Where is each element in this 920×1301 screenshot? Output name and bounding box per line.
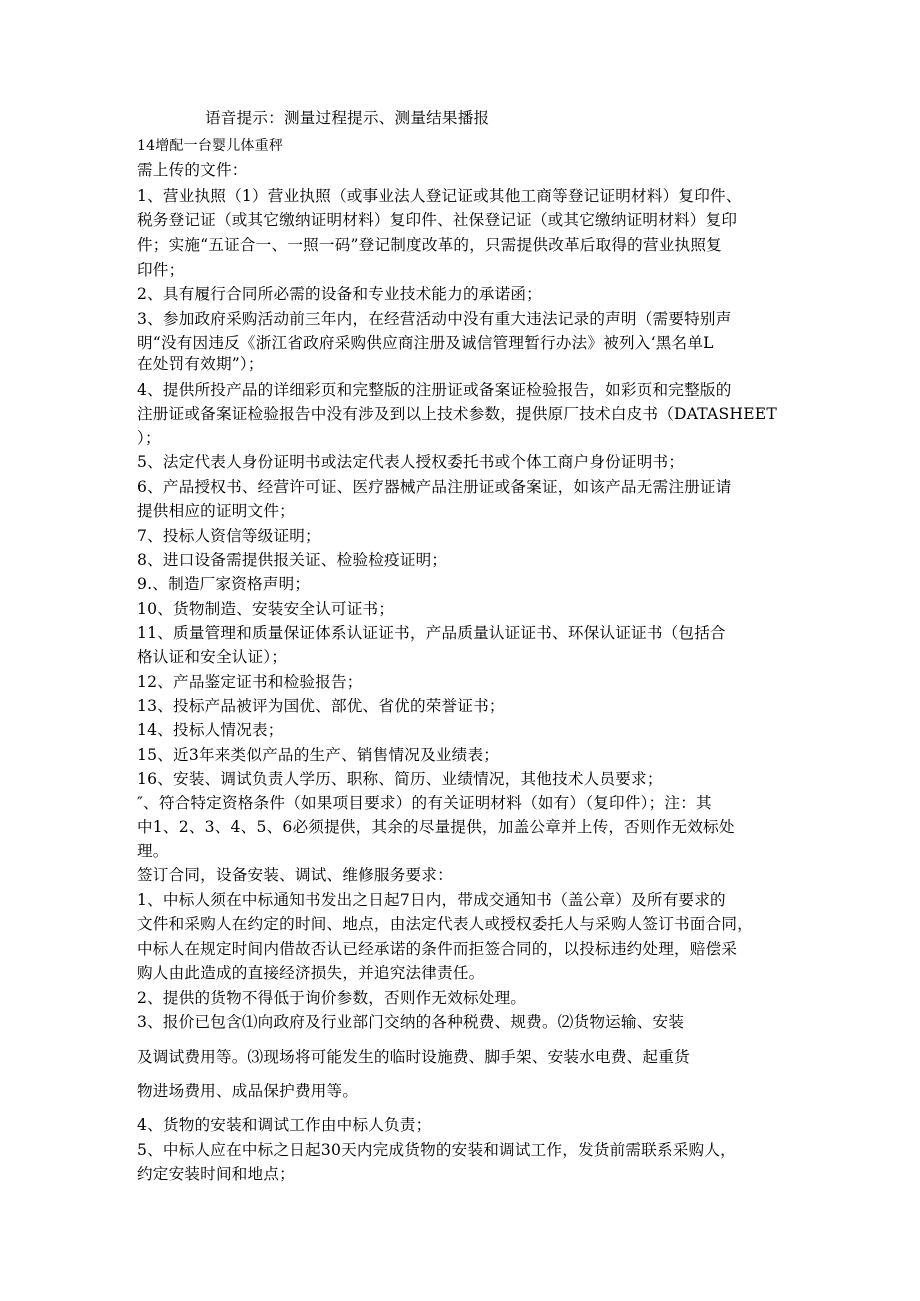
text-line: 明“没有因违反《浙江省政府采购供应商注册及诚信管理暂行办法》被列入‘黑名单L: [137, 334, 714, 352]
text-line: 12、产品鉴定证书和检验报告；: [137, 673, 363, 691]
text-line: 6、产品授权书、经营许可证、医疗器械产品注册证或备案证，如该产品无需注册证请: [137, 478, 732, 496]
text-line: 14、投标人情况表；: [137, 721, 284, 739]
text-line: 4、提供所投产品的详细彩页和完整版的注册证或备案证检验报告，如彩页和完整版的: [137, 381, 732, 399]
text-line: 3、报价已包含⑴向政府及行业部门交纳的各种税费、规费。⑵货物运输、安装: [137, 1013, 685, 1031]
text-line: 4、货物的安装和调试工作由中标人负责；: [137, 1116, 432, 1134]
text-line: ″、符合特定资格条件（如果项目要求）的有关证明材料（如有）（复印件）；注：其: [137, 794, 712, 812]
text-line: 文件和采购人在约定的时间、地点，由法定代表人或授权委托人与采购人签订书面合同，: [137, 915, 753, 933]
text-line: 10、货物制造、安装安全认可证书；: [137, 600, 395, 618]
text-line: 物进场费用、成品保护费用等。: [137, 1082, 359, 1100]
text-line: 需上传的文件：: [137, 161, 248, 179]
text-line: 及调试费用等。⑶现场将可能发生的临时设施费、脚手架、安装水电费、起重货: [137, 1048, 690, 1066]
text-line: 格认证和安全认证）；: [137, 648, 288, 666]
text-line: 中标人在规定时间内借故否认已经承诺的条件而拒签合同的，以投标违约处理，赔偿采: [137, 940, 738, 958]
text-line: 在处罚有效期”）；: [137, 355, 264, 373]
text-line: 提供相应的证明文件；: [137, 502, 295, 520]
text-line: 9.、制造厂家资格声明；: [137, 575, 311, 593]
text-line: 8、进口设备需提供报关证、检验检疫证明；: [137, 551, 448, 569]
voice-prompt-line: 语音提示：测量过程提示、测量结果播报: [205, 109, 490, 127]
text-line: 2、具有履行合同所必需的设备和专业技术能力的承诺函；: [137, 285, 542, 303]
text-line: 13、投标产品被评为国优、部优、省优的荣誉证书；: [137, 697, 505, 715]
text-line: 5、法定代表人身份证明书或法定代表人授权委托书或个体工商户身份证明书；: [137, 453, 685, 471]
text-line: 5、中标人应在中标之日起30天内完成货物的安装和调试工作，发货前需联系采购人，: [137, 1141, 736, 1159]
text-line: 3、参加政府采购活动前三年内，在经营活动中没有重大违法记录的声明（需要特别声: [137, 310, 732, 328]
text-line: 购人由此造成的直接经济损失，并追究法律责任。: [137, 964, 485, 982]
text-line: 1、中标人须在中标通知书发出之日起7日内，带成交通知书（盖公章）及所有要求的: [137, 891, 726, 909]
text-line: 税务登记证（或其它缴纳证明材料）复印件、社保登记证（或其它缴纳证明材料）复印: [137, 211, 738, 229]
text-line: 签订合同，设备安装、调试、维修服务要求：: [137, 866, 453, 884]
text-line: 中1、2、3、4、5、6必须提供，其余的尽量提供，加盖公章并上传，否则作无效标处: [137, 818, 735, 836]
text-line: 注册证或备案证检验报告中没有涉及到以上技术参数，提供原厂技术白皮书（DATASHEET: [137, 405, 777, 423]
text-line: 1、营业执照（1）营业执照（或事业法人登记证或其他工商等登记证明材料）复印件、: [137, 187, 742, 205]
text-line: 理。: [137, 842, 169, 860]
section-heading: 14增配一台婴儿体重秤: [137, 138, 284, 154]
text-line: 16、安装、调试负责人学历、职称、简历、业绩情况，其他技术人员要求；: [137, 770, 663, 788]
text-line: 印件；: [137, 261, 185, 279]
text-line: 约定安装时间和地点；: [137, 1165, 295, 1183]
text-line: 11、质量管理和质量保证体系认证证书，产品质量认证证书、环保认证证书（包括合: [137, 624, 726, 642]
text-line: 7、投标人资信等级证明；: [137, 527, 321, 545]
text-line: 2、提供的货物不得低于询价参数，否则作无效标处理。: [137, 989, 527, 1007]
text-line: ）；: [137, 429, 161, 447]
text-line: 件；实施“五证合一、一照一码”登记制度改革的，只需提供改革后取得的营业执照复: [137, 236, 722, 254]
text-line: 15、近3年来类似产品的生产、销售情况及业绩表；: [137, 746, 500, 764]
